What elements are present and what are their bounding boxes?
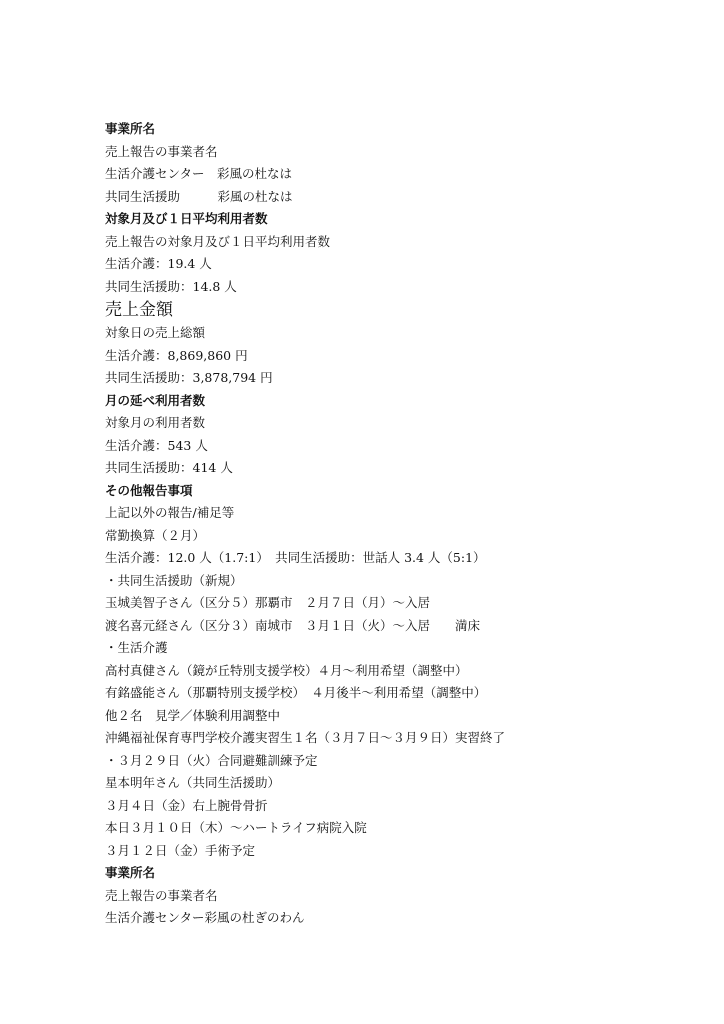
text-line: 共同生活援助：14.8 人 [105, 278, 237, 294]
text-line: 高村真健さん（鏡が丘特別支援学校）４月～利用希望（調整中） [105, 662, 468, 678]
text-line: 共同生活援助：3,878,794 円 [105, 370, 273, 385]
report-content [105, 118, 684, 930]
text-line: ・共同生活援助（新規） [105, 572, 243, 588]
text-line: 生活介護：8,869,860 円 [105, 347, 248, 363]
text-line: 常勤換算（２月） [105, 527, 206, 543]
section-heading: 売上金額 [105, 300, 173, 320]
section-heading: 対象月及び１日平均利用者数 [105, 211, 268, 226]
text-line: 玉城美智子さん（区分５）那覇市 ２月７日（月）～入居 [105, 595, 431, 610]
text-line: 有銘盛能さん（那覇特別支援学校） ４月後半～利用希望（調整中） [105, 685, 487, 700]
text-line: 売上報告の事業者名 [105, 887, 218, 903]
section-heading: 事業所名 [105, 865, 156, 880]
text-line: 沖縄福祉保育専門学校介護実習生１名（３月７日～３月９日）実習終了 [105, 730, 506, 745]
text-line: ３月１２日（金）手術予定 [105, 842, 256, 858]
section-heading: 事業所名 [105, 121, 156, 136]
text-line: ・３月２９日（火）合同避難訓練予定 [105, 752, 318, 768]
text-line: 生活介護センター 彩風の杜なは [105, 166, 293, 181]
text-line: 本日３月１０日（木）～ハートライフ病院入院 [105, 820, 367, 835]
text-line: 生活介護：543 人 [105, 437, 208, 453]
section-heading: 月の延べ利用者数 [105, 392, 206, 408]
text-line: 上記以外の報告/補足等 [105, 505, 235, 520]
text-line: 共同生活援助 彩風の杜なは [105, 188, 293, 204]
text-line: 他２名 見学／体験利用調整中 [105, 707, 281, 723]
text-line: ３月４日（金）右上腕骨骨折 [105, 797, 268, 813]
text-line: 売上報告の対象月及び１日平均利用者数 [105, 233, 331, 249]
text-line: ・生活介護 [105, 640, 168, 655]
text-line: 生活介護：19.4 人 [105, 256, 212, 271]
text-line: 売上報告の事業者名 [105, 143, 218, 159]
text-line: 星本明年さん（共同生活援助） [105, 775, 281, 790]
section-heading: その他報告事項 [105, 482, 193, 498]
text-line: 生活介護：12.0 人（1.7:1） 共同生活援助：世話人 3.4 人（5:1） [105, 550, 486, 565]
text-line: 渡名喜元経さん（区分３）南城市 ３月１日（火）～入居 満床 [105, 617, 481, 633]
text-line: 対象月の利用者数 [105, 415, 206, 430]
text-line: 生活介護センター彩風の杜ぎのわん [105, 910, 305, 925]
text-line: 対象日の売上総額 [105, 325, 206, 340]
text-line: 共同生活援助：414 人 [105, 460, 233, 475]
